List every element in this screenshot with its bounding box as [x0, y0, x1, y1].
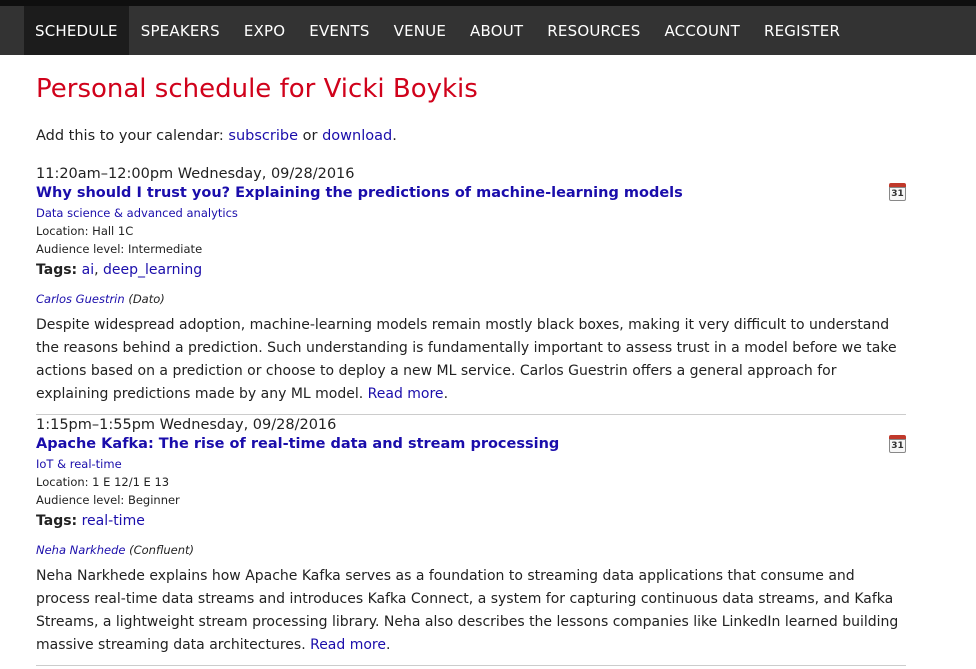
session-item: [36, 165, 906, 406]
session-audience: Audience level: Beginner: [36, 493, 180, 507]
nav-resources[interactable]: RESOURCES: [547, 21, 641, 40]
session-time: 11:20am–12:00pm Wednesday, 09/28/2016: [36, 166, 355, 182]
or-text: or: [298, 128, 323, 144]
calendar-prefix: Add this to your calendar:: [36, 128, 229, 144]
session-description: [36, 314, 906, 406]
nav-schedule[interactable]: SCHEDULE: [24, 6, 129, 55]
speaker-link[interactable]: Neha Narkhede: [36, 543, 126, 557]
main-nav: [0, 6, 976, 55]
session-track-link[interactable]: Data science & advanced analytics: [36, 206, 238, 220]
calendar-day: 31: [891, 441, 904, 451]
tag-link[interactable]: deep_learning: [102, 262, 203, 278]
nav-register[interactable]: REGISTER: [763, 21, 841, 40]
description-end: .: [386, 637, 391, 653]
download-link[interactable]: download: [322, 128, 393, 144]
add-to-calendar-icon[interactable]: [889, 183, 906, 200]
read-more-link[interactable]: Read more: [367, 386, 444, 402]
nav-venue[interactable]: VENUE: [393, 21, 447, 40]
session-divider: [36, 414, 906, 415]
speaker-org: (Confluent): [125, 543, 195, 557]
session-title-link[interactable]: Why should I trust you? Explaining the predictions of machine-learning models: [36, 185, 683, 201]
add-to-calendar-icon[interactable]: [889, 435, 906, 452]
nav-about[interactable]: ABOUT: [470, 21, 524, 40]
calendar-links: [36, 128, 397, 144]
read-more-link[interactable]: Read more: [310, 637, 386, 653]
nav-events[interactable]: EVENTS: [309, 21, 370, 40]
session-title-link[interactable]: Apache Kafka: The rise of real-time data and stream processing: [36, 436, 560, 452]
session-speaker: [36, 290, 906, 308]
tags-label: Tags:: [36, 262, 78, 278]
description-text: Despite widespread adoption, machine-learning models remain mostly black boxes, making it very difficult to understand the reasons behind a prediction. Such understanding is fundamentally important to assess trust in a model before we take actions based on a prediction or choose to deploy a new ML service. Carlos Guestrin offers a general approach for explaining predictions made by any ML model.: [36, 317, 897, 402]
session-time: 1:15pm–1:55pm Wednesday, 09/28/2016: [36, 417, 337, 433]
session-audience: Audience level: Intermediate: [36, 242, 203, 256]
nav-expo[interactable]: EXPO: [243, 21, 286, 40]
nav-account[interactable]: ACCOUNT: [664, 21, 740, 40]
session-tags: [36, 510, 906, 532]
tags-label: Tags:: [36, 513, 78, 529]
session-tags: Tags: ai, deep_learning: [36, 262, 203, 278]
session-speaker: [36, 541, 906, 559]
tag-link[interactable]: ai: [81, 262, 95, 278]
speaker-org: (Dato): [124, 292, 165, 306]
session-location: Location: 1 E 12/1 E 13: [36, 475, 170, 489]
speaker-link[interactable]: Carlos Guestrin: [36, 292, 125, 306]
description-text: Neha Narkhede explains how Apache Kafka serves as a foundation to streaming data applications that consume and process real-time data streams and introduces Kafka Connect, a system for capturing continuous data streams, and Kafka Streams, a lightweight stream processing library. Neha also describes the lessons companies like LinkedIn learned building massive streaming data architectures.: [36, 568, 899, 653]
page-title: Personal schedule for Vicki Boykis: [36, 74, 478, 104]
session-divider: [36, 665, 906, 666]
tag-link[interactable]: real-time: [81, 513, 145, 529]
nav-speakers[interactable]: SPEAKERS: [140, 21, 220, 40]
session-item: [36, 416, 906, 657]
description-end: .: [443, 386, 449, 402]
session-track-link[interactable]: IoT & real-time: [36, 457, 122, 471]
subscribe-link[interactable]: subscribe: [228, 128, 299, 144]
session-location: Location: Hall 1C: [36, 224, 134, 238]
calendar-day: 31: [891, 189, 904, 199]
period: .: [392, 128, 397, 144]
session-description: [36, 565, 906, 657]
